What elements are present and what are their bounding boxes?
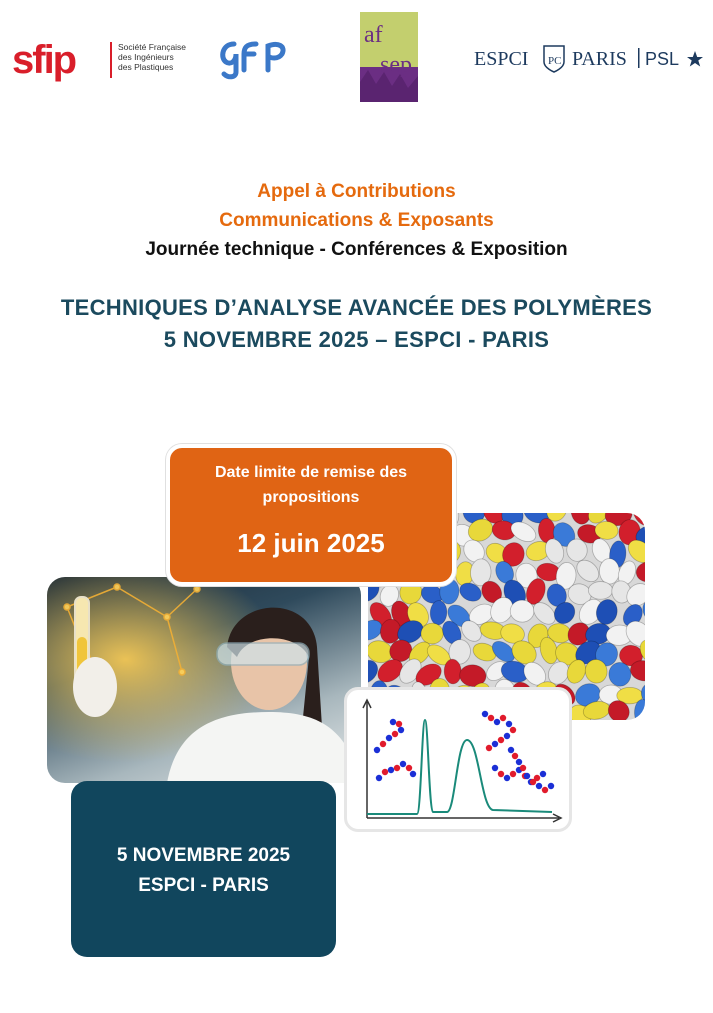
deadline-card bbox=[166, 444, 456, 586]
event-date-text bbox=[71, 841, 336, 901]
polymer-bead bbox=[498, 737, 504, 743]
svg-text:PSL: PSL bbox=[645, 49, 680, 69]
polymer-bead bbox=[410, 771, 416, 777]
polymer-bead bbox=[494, 719, 500, 725]
polymer-bead bbox=[536, 783, 542, 789]
polymer-bead bbox=[390, 719, 396, 725]
event-date-card bbox=[71, 781, 336, 957]
event-subtitle: Journée technique - Conférences & Exposition bbox=[145, 239, 568, 260]
deadline-date: 12 juin 2025 bbox=[237, 528, 385, 558]
polymer-bead bbox=[388, 767, 394, 773]
event-venue: ESPCI - PARIS bbox=[138, 875, 269, 896]
pellet bbox=[588, 582, 612, 600]
polymer-bead bbox=[382, 769, 388, 775]
svg-text:ESPCI: ESPCI bbox=[474, 48, 529, 70]
polymer-bead bbox=[548, 783, 554, 789]
polymer-bead bbox=[530, 779, 536, 785]
communications-exhibitors: Communications & Exposants bbox=[219, 210, 494, 231]
polymer-bead bbox=[482, 711, 488, 717]
polymer-bead bbox=[504, 733, 510, 739]
polymer-bead bbox=[520, 765, 526, 771]
polymer-bead bbox=[486, 745, 492, 751]
lab-scientist-photo bbox=[47, 577, 361, 783]
pellet bbox=[510, 600, 535, 623]
pellet bbox=[421, 623, 444, 644]
polymer-bead bbox=[488, 715, 494, 721]
svg-text:sep: sep bbox=[380, 52, 412, 78]
pellet bbox=[635, 560, 645, 583]
polymer-bead bbox=[508, 747, 514, 753]
polymer-bead bbox=[374, 747, 380, 753]
pellet bbox=[430, 600, 448, 625]
page-title: TECHNIQUES D’ANALYSE AVANCÉE DES POLYMÈRES bbox=[60, 295, 653, 320]
polymer-bead bbox=[392, 731, 398, 737]
gfp-logo bbox=[216, 34, 296, 80]
polymer-bead bbox=[400, 761, 406, 767]
espci-psl-logo bbox=[472, 42, 712, 74]
svg-text:PC: PC bbox=[548, 55, 562, 67]
polymer-bead bbox=[398, 727, 404, 733]
svg-text:af: af bbox=[364, 22, 383, 48]
sfip-wordmark: sfip bbox=[12, 38, 76, 82]
polymer-bead bbox=[512, 753, 518, 759]
page-title-date: 5 NOVEMBRE 2025 – ESPCI - PARIS bbox=[163, 327, 550, 352]
afsep-logo bbox=[354, 12, 430, 104]
sfip-subtitle bbox=[118, 42, 186, 72]
call-for-contributions: Appel à Contributions bbox=[257, 181, 456, 202]
polymer-bead bbox=[380, 741, 386, 747]
polymer-bead bbox=[524, 773, 530, 779]
polymer-bead bbox=[542, 787, 548, 793]
sfip-logo bbox=[12, 36, 192, 88]
sfip-subtitle-line: Société Française bbox=[118, 42, 187, 52]
event-date: 5 NOVEMBRE 2025 bbox=[116, 845, 291, 866]
deadline-label: Date limite de remise des propositions bbox=[214, 464, 408, 506]
polymer-bead bbox=[510, 771, 516, 777]
main-title-block bbox=[0, 292, 713, 356]
polymer-bead bbox=[510, 727, 516, 733]
chromatogram-illustration bbox=[344, 687, 572, 832]
sfip-separator bbox=[110, 42, 112, 78]
polymer-bead bbox=[540, 771, 546, 777]
polymer-bead bbox=[500, 715, 506, 721]
polymer-bead bbox=[394, 765, 400, 771]
polymer-bead bbox=[506, 721, 512, 727]
svg-text:PARIS: PARIS bbox=[572, 48, 627, 70]
polymer-bead bbox=[406, 765, 412, 771]
polymer-bead bbox=[396, 721, 402, 727]
polymer-bead bbox=[516, 759, 522, 765]
polymer-bead bbox=[492, 765, 498, 771]
sfip-subtitle-line: des Plastiques bbox=[118, 62, 174, 72]
polymer-bead bbox=[498, 771, 504, 777]
pellet bbox=[599, 558, 620, 584]
call-header bbox=[0, 177, 713, 264]
polymer-bead bbox=[376, 775, 382, 781]
sfip-subtitle-line: des Ingénieurs bbox=[118, 52, 174, 62]
polymer-bead bbox=[492, 741, 498, 747]
polymer-bead bbox=[504, 775, 510, 781]
polymer-bead bbox=[386, 735, 392, 741]
